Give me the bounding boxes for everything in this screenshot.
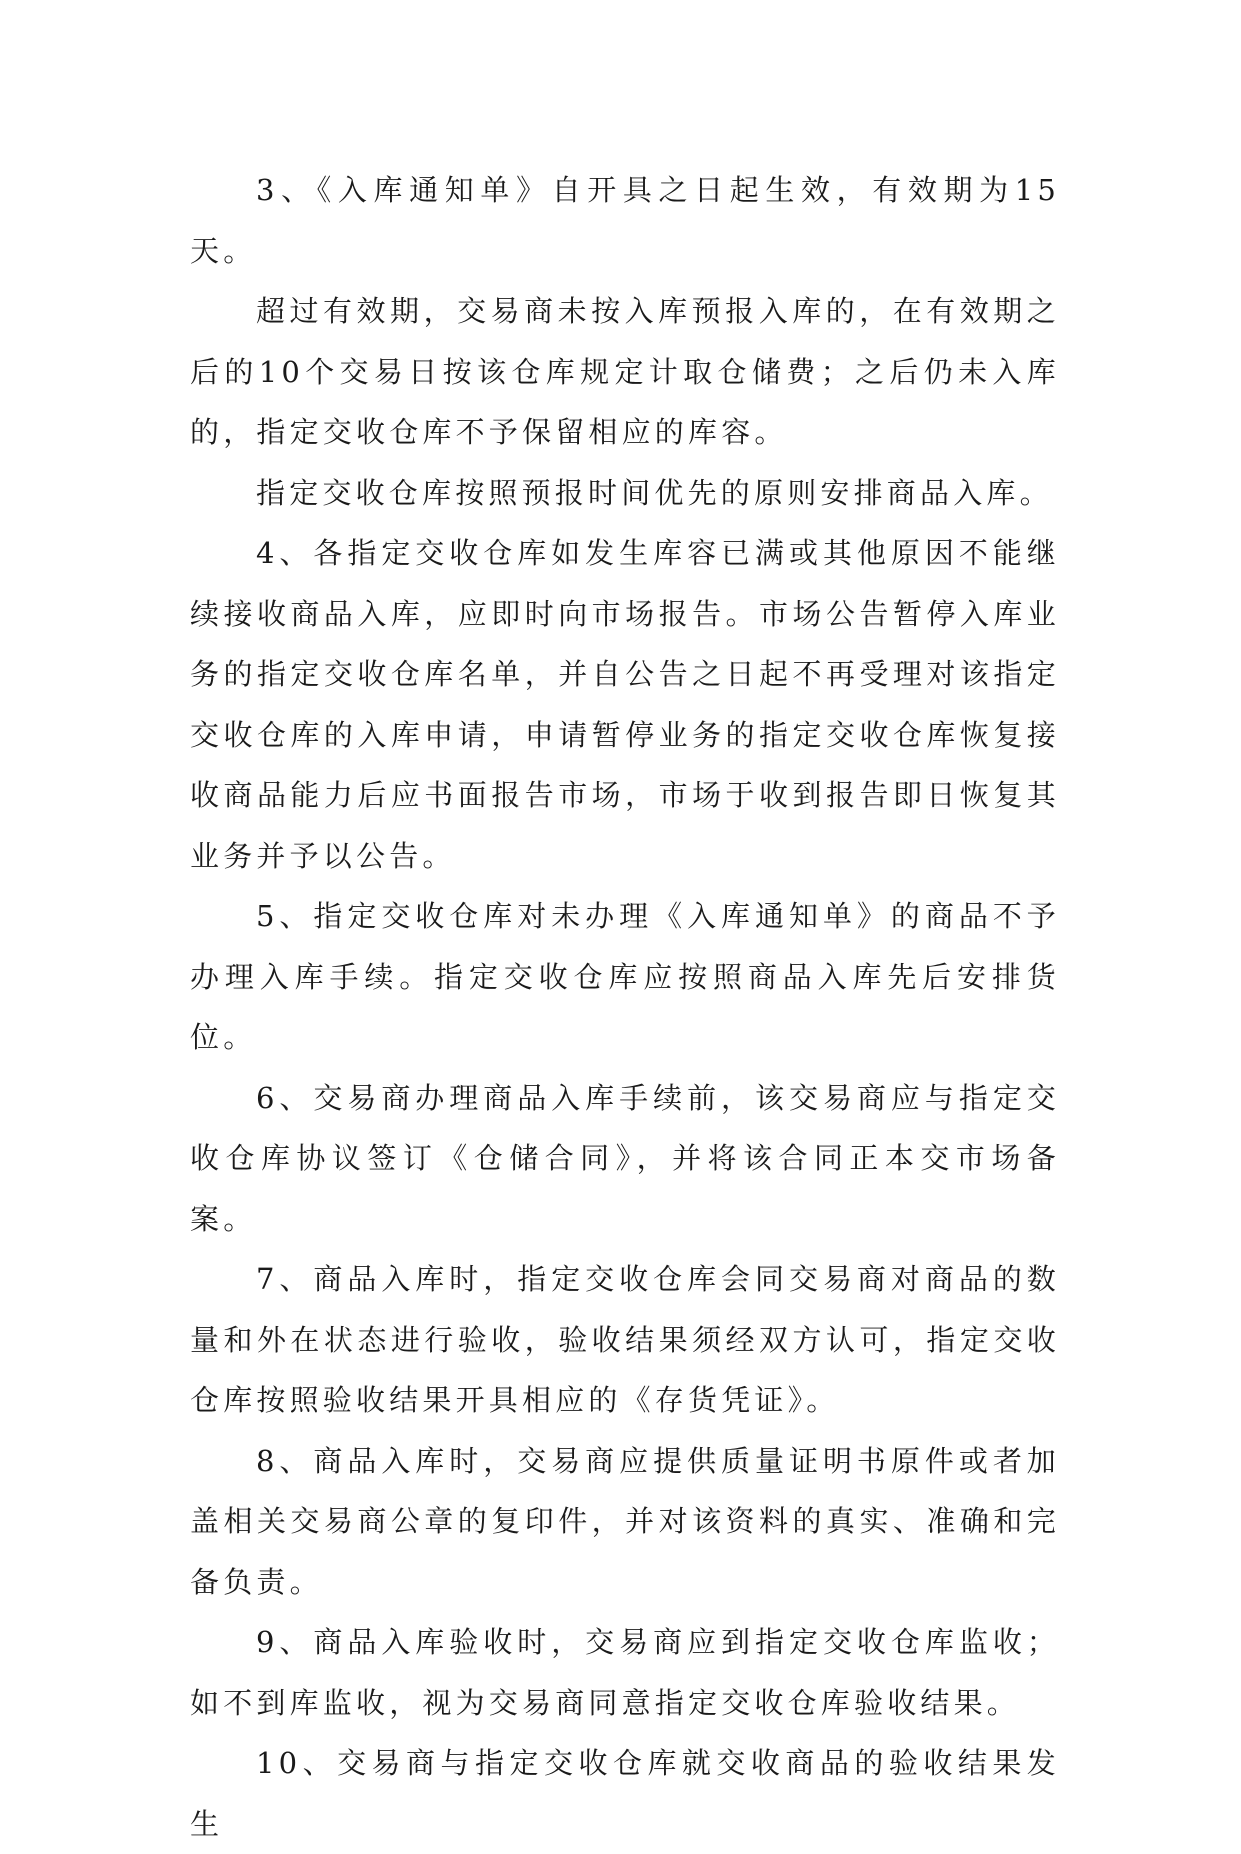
paragraph-10-dispute: 10、交易商与指定交收仓库就交收商品的验收结果发生: [190, 1746, 1060, 1841]
paragraph-expiry: 超过有效期，交易商未按入库预报入库的，在有效期之后的10个交易日按该仓库规定计取仓储费；之后仍未入库的，指定交收仓库不予保留相应的库容。: [190, 294, 1060, 449]
paragraph-9-supervision: 9、商品入库验收时，交易商应到指定交收仓库监收；如不到库监收，视为交易商同意指定交收仓库验收结果。: [190, 1625, 1060, 1720]
paragraph-7-inspection: 7、商品入库时，指定交收仓库会同交易商对商品的数量和外在状态进行验收，验收结果须经双方认可，指定交收仓库按照验收结果开具相应的《存货凭证》。: [190, 1262, 1060, 1417]
paragraph-6-contract: 6、交易商办理商品入库手续前，该交易商应与指定交收仓库协议签订《仓储合同》，并将该合同正本交市场备案。: [190, 1080, 1060, 1236]
paragraph-5-procedure: 5、指定交收仓库对未办理《入库通知单》的商品不予办理入库手续。指定交收仓库应按照商品入库先后安排货位。: [190, 899, 1060, 1054]
paragraph-priority: 指定交收仓库按照预报时间优先的原则安排商品入库。: [256, 475, 1053, 510]
document-body: [190, 160, 1060, 1854]
paragraph-8-certificate: 8、商品入库时，交易商应提供质量证明书原件或者加盖相关交易商公章的复印件，并对该资料的真实、准确和完备负责。: [190, 1443, 1060, 1599]
paragraph-4-capacity: 4、各指定交收仓库如发生库容已满或其他原因不能继续接收商品入库，应即时向市场报告。市场公告暂停入库业务的指定交收仓库名单，并自公告之日起不再受理对该指定交收仓库的入库申请，申请暂停业务的指定交收仓库恢复接收商品能力后应书面报告市场，市场于收到报告即日恢复其业务并予以公告。: [190, 536, 1060, 873]
paragraph-3-validity: 3、《入库通知单》自开具之日起生效，有效期为15天。: [190, 173, 1060, 268]
